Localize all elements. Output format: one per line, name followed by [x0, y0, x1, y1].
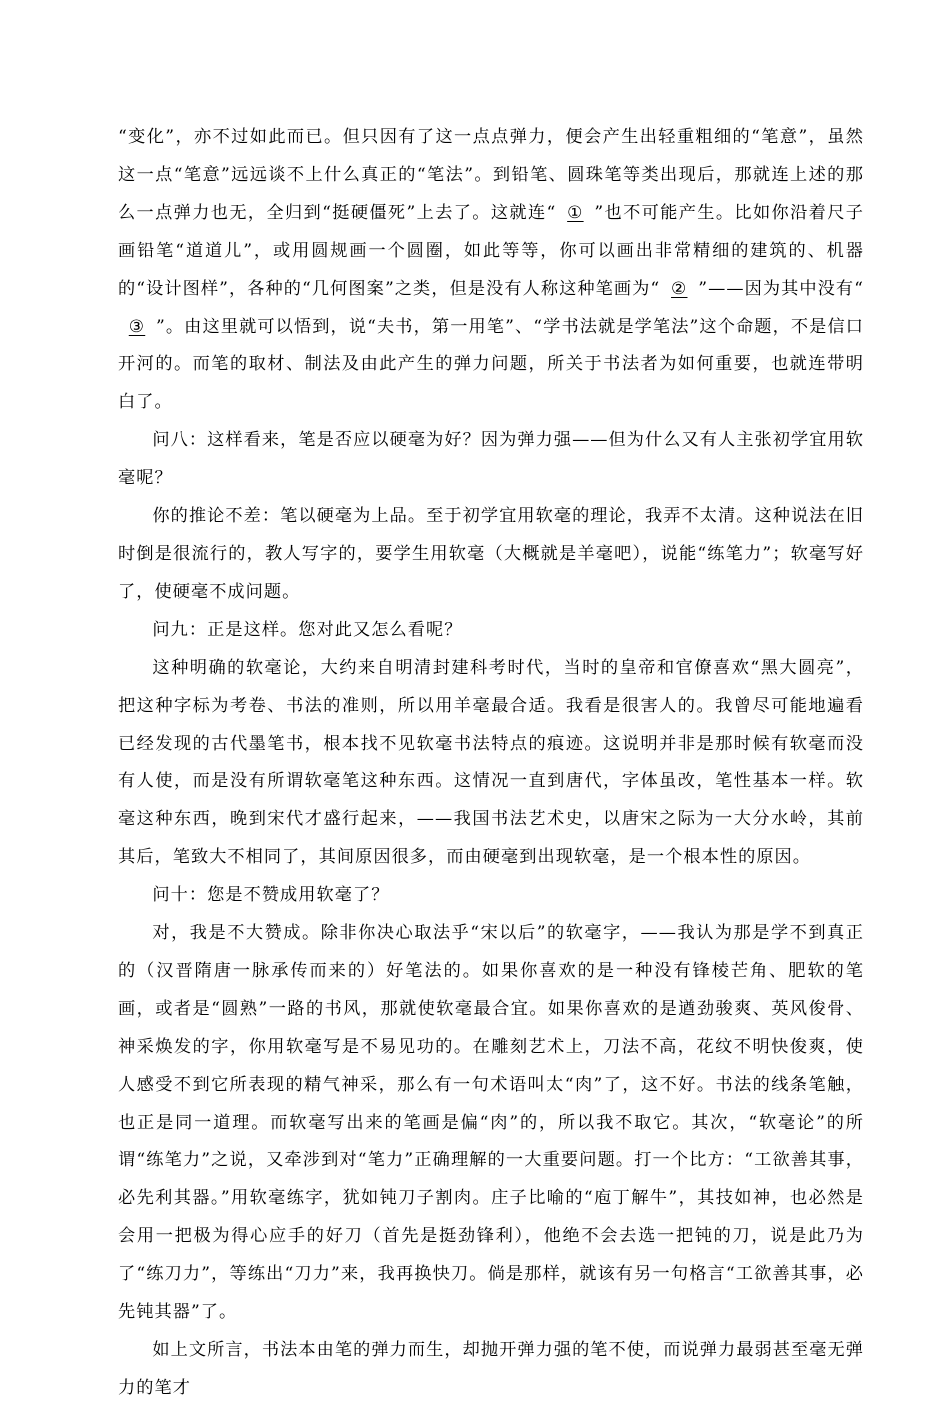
answer-8: 你的推论不差：笔以硬毫为上品。至于初学宜用软毫的理论，我弄不太清。这种说法在旧时倒是很流行的，教人写字的，要学生用软毫（大概就是羊毫吧），说能“练笔力”；软毫写好了，使硬毫不成问题。 [118, 506, 864, 602]
question-10: 问十：您是不赞成用软毫了？ [152, 885, 390, 906]
blank-2: ② [671, 278, 688, 299]
answer-10: 对，我是不大赞成。除非你决心取法乎“宋以后”的软毫字，——我认为那是学不到真正的（汉晋隋唐一脉承传而来的）好笔法的。如果你喜欢的是一种没有锋棱芒角、肥软的笔画，或者是“圆熟”一路的书风，那就使软毫最合宜。如果你喜欢的是遒劲骏爽、英风俊骨、神采焕发的字，你用软毫写是不易见功的。在雕刻艺术上，刀法不高，花纹不明快俊爽，使人感受不到它所表现的精气神采，那么有一句术语叫太“肉”了，这不好。书法的线条笔触，也正是同一道理。而软毫写出来的笔画是偏“肉”的，所以我不取它。其次，“软毫论”的所谓“练笔力”之说，又牵涉到对“笔力”正确理解的一大重要问题。打一个比方：“工欲善其事，必先利其器。”用软毫练字，犹如钝刀子割肉。庄子比喻的“庖丁解牛”，其技如神，也必然是会用一把极为得心应手的好刀（首先是挺劲锋利），他绝不会去选一把钝的刀，说是此乃为了“练刀力”，等练出“刀力”来，我再换快刀。倘是那样，就该有另一句格言“工欲善其事，必先钝其器”了。 [118, 923, 864, 1323]
blank-1: ① [567, 202, 584, 223]
blank-3: ③ [128, 316, 146, 337]
question-8: 问八：这样看来，笔是否应以硬毫为好？因为弹力强——但为什么又有人主张初学宜用软毫呢？ [118, 430, 864, 489]
text-segment: ”。由这里就可以悟到，说“夫书，第一用笔”、“学书法就是学笔法”这个命题，不是信口开河的。而笔的取材、制法及由此产生的弹力问题，所关于书法者为如何重要，也就连带明白了。 [118, 316, 864, 413]
text-segment: ”也不可能产生。比如你沿着尺子画铅笔“道道儿”，或用圆规画一个圆圈，如此等等，你可以画出非常精细的建筑的、机器的“设计图样”，各种的“几何图案”之类，但是没有人称这种笔画为“ [118, 202, 864, 299]
text-segment: ”——因为其中没有“ [698, 278, 864, 299]
question-9: 问九：正是这样。您对此又怎么看呢？ [152, 619, 463, 640]
paragraph-brush-elasticity [118, 119, 864, 422]
closing-paragraph: 如上文所言，书法本由笔的弹力而生，却抛开弹力强的笔不使，而说弹力最弱甚至毫无弹力的笔才 [118, 1340, 864, 1398]
text-segment: “变化”，亦不过如此而已。但只因有了这一点点弹力，便会产生出轻重粗细的“笔意”，虽然这一点“笔意”远远谈不上什么真正的“笔法”。到铅笔、圆珠笔等类出现后，那就连上述的那么一点弹力也无，全归到“挺硬僵死”上去了。这就连“ [118, 127, 864, 223]
document-page [118, 119, 864, 1408]
answer-9: 这种明确的软毫论，大约来自明清封建科考时代，当时的皇帝和官僚喜欢“黑大圆亮”，把这种字标为考卷、书法的准则，所以用羊毫最合适。我看是很害人的。我曾尽可能地遍看已经发现的古代墨笔书，根本找不见软毫书法特点的痕迹。这说明并非是那时候有软毫而没有人使，而是没有所谓软毫笔这种东西。这情况一直到唐代，字体虽改，笔性基本一样。软毫这种东西，晚到宋代才盛行起来，——我国书法艺术史，以唐宋之际为一大分水岭，其前其后，笔致大不相同了，其间原因很多，而由硬毫到出现软毫，是一个根本性的原因。 [118, 657, 864, 868]
